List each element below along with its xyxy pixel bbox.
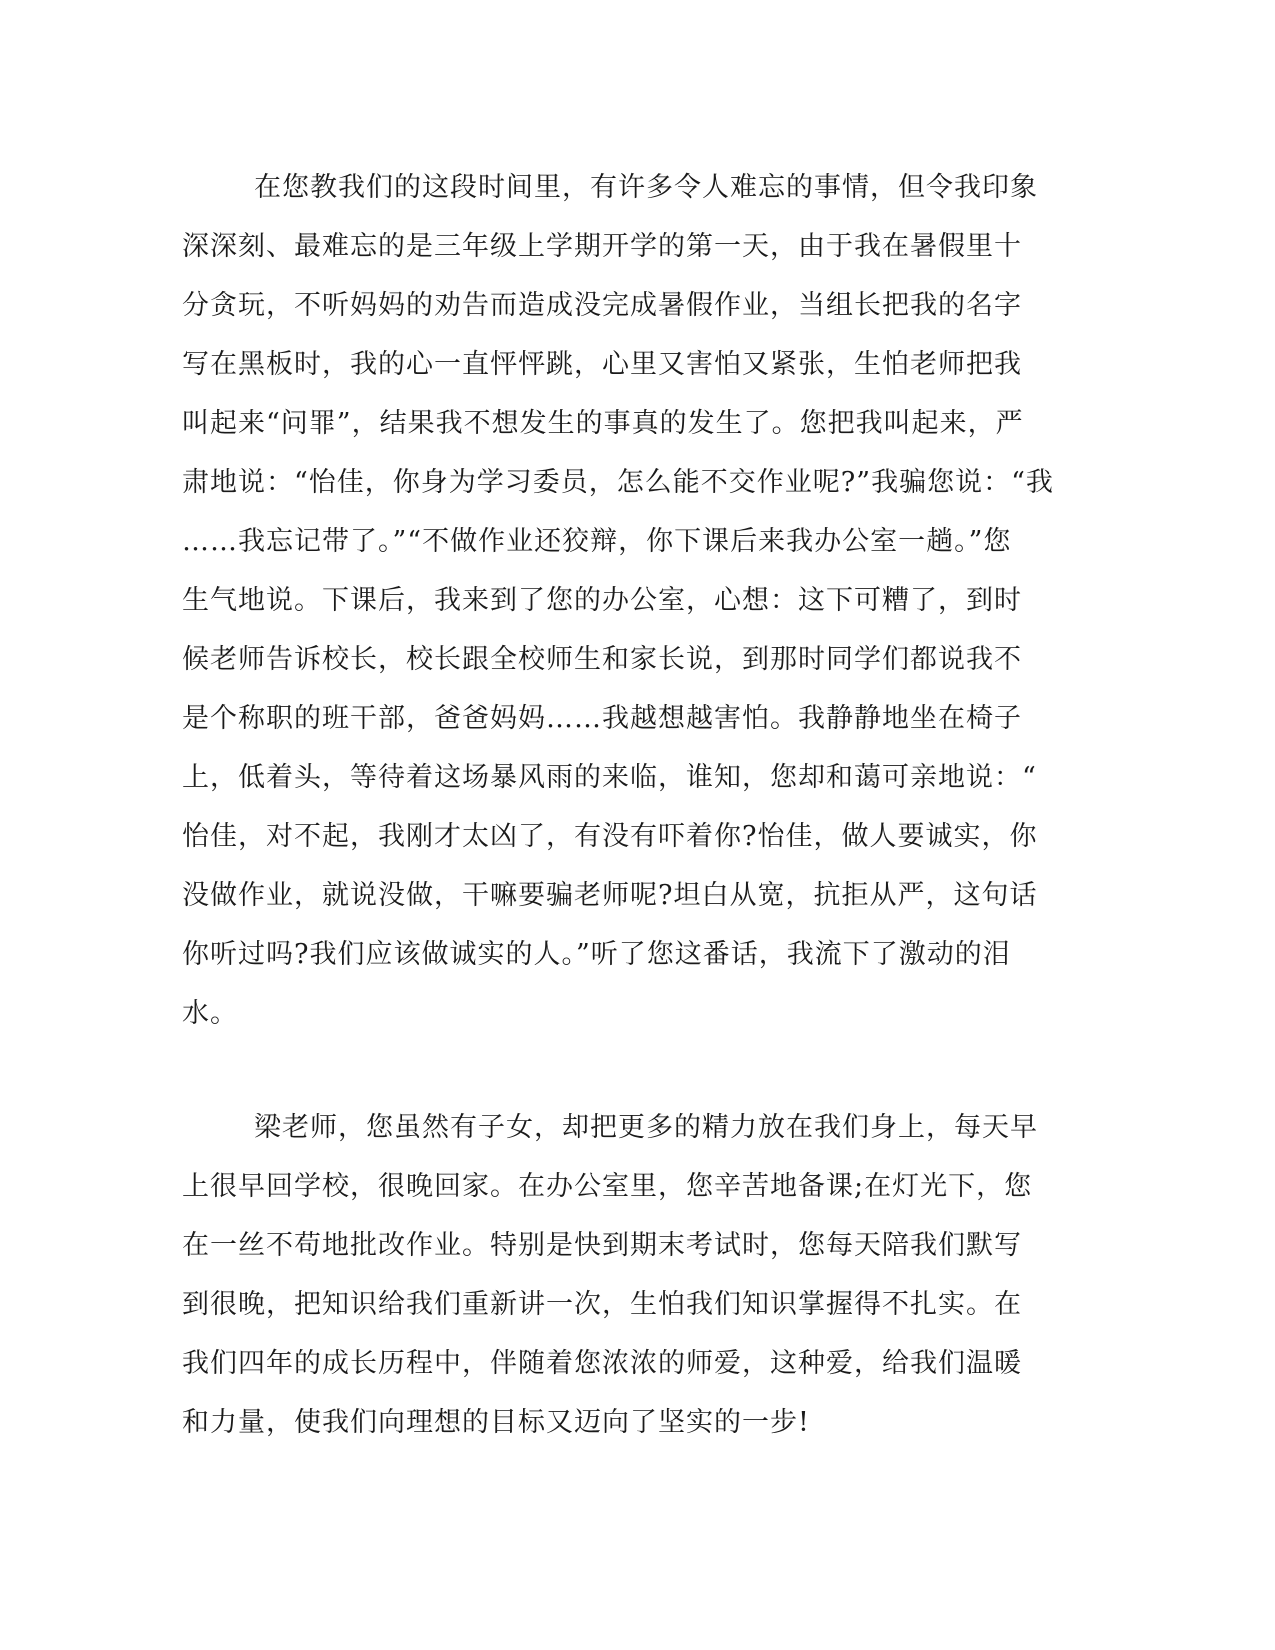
paragraph-line: 怡佳，对不起，我刚才太凶了，有没有吓着你?怡佳，做人要诚实，你 <box>182 821 1038 852</box>
paragraph-line: 上，低着头，等待着这场暴风雨的来临，谁知，您却和蔼可亲地说：“ <box>182 762 1037 793</box>
paragraph-line: 在一丝不苟地批改作业。特别是快到期末考试时，您每天陪我们默写 <box>182 1230 1022 1261</box>
paragraph-line: 在您教我们的这段时间里，有许多令人难忘的事情，但令我印象 <box>254 172 1038 203</box>
paragraph-1 <box>182 158 1054 1043</box>
paragraph-line: 分贪玩，不听妈妈的劝告而造成没完成暑假作业，当组长把我的名字 <box>182 290 1022 321</box>
paragraph-2 <box>182 1098 1042 1452</box>
paragraph-line: 候老师告诉校长，校长跟全校师生和家长说，到那时同学们都说我不 <box>182 644 1022 675</box>
paragraph-line: 你听过吗?我们应该做诚实的人。”听了您这番话，我流下了激动的泪 <box>182 939 1011 970</box>
paragraph-line: 肃地说：“怡佳，你身为学习委员，怎么能不交作业呢?”我骗您说：“我 <box>182 467 1054 498</box>
paragraph-line: 深深刻、最难忘的是三年级上学期开学的第一天，由于我在暑假里十 <box>182 231 1022 262</box>
paragraph-line: 梁老师，您虽然有子女，却把更多的精力放在我们身上，每天早 <box>254 1112 1038 1143</box>
paragraph-line: 叫起来“问罪”，结果我不想发生的事真的发生了。您把我叫起来，严 <box>182 408 1024 439</box>
paragraph-line: 写在黑板时，我的心一直怦怦跳，心里又害怕又紧张，生怕老师把我 <box>182 349 1022 380</box>
paragraph-line: 水。 <box>182 998 238 1029</box>
paragraph-line: 上很早回学校，很晚回家。在办公室里，您辛苦地备课;在灯光下，您 <box>182 1171 1033 1202</box>
paragraph-line: 是个称职的班干部，爸爸妈妈……我越想越害怕。我静静地坐在椅子 <box>182 703 1022 734</box>
paragraph-line: 生气地说。下课后，我来到了您的办公室，心想：这下可糟了，到时 <box>182 585 1022 616</box>
paragraph-line: 到很晚，把知识给我们重新讲一次，生怕我们知识掌握得不扎实。在 <box>182 1289 1022 1320</box>
paragraph-line: ……我忘记带了。”“不做作业还狡辩，你下课后来我办公室一趟。”您 <box>182 526 1012 557</box>
paragraph-line: 没做作业，就说没做，干嘛要骗老师呢?坦白从宽，抗拒从严，这句话 <box>182 880 1038 911</box>
paragraph-line: 我们四年的成长历程中，伴随着您浓浓的师爱，这种爱，给我们温暖 <box>182 1348 1022 1379</box>
paragraph-line: 和力量，使我们向理想的目标又迈向了坚实的一步! <box>182 1407 810 1438</box>
